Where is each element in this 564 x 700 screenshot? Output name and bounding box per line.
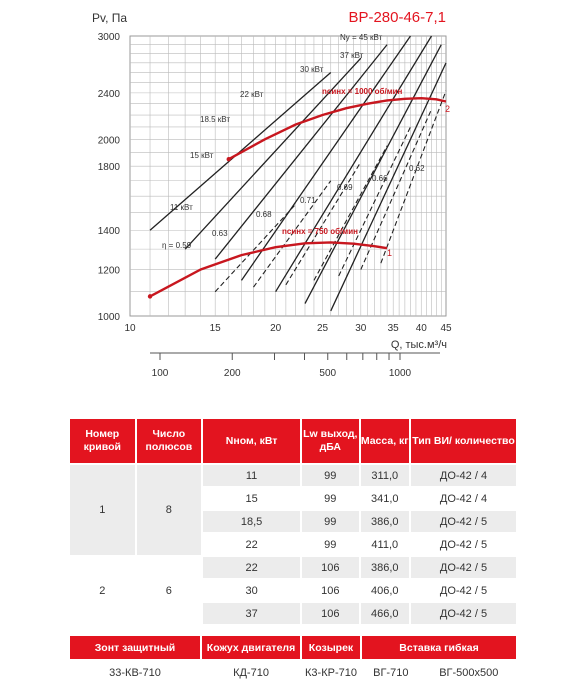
efficiency-label: 0.66 [372, 174, 388, 183]
x-tick-label: 15 [209, 323, 221, 334]
chart-title: ВР-280-46-7,1 [348, 9, 446, 26]
th-vi: Тип ВИ/ количество [411, 419, 516, 463]
lw-cell: 106 [302, 580, 359, 601]
y-tick-label: 1200 [97, 265, 120, 277]
curve-start-point [227, 157, 231, 161]
power-label: 22 кВт [240, 90, 264, 99]
umbrella-value: 33-КВ-710 [109, 667, 161, 679]
power-cell: 22 [203, 534, 300, 555]
accessories-values-row [70, 661, 516, 685]
table-row [70, 557, 516, 578]
efficiency-label: 0.63 [212, 229, 228, 238]
mass-cell: 411,0 [361, 534, 409, 555]
y-tick-label: 2400 [97, 88, 120, 100]
th-power: Nном, кВт [203, 419, 300, 463]
x-tick-label: 20 [270, 323, 282, 334]
lw-cell: 99 [302, 488, 359, 509]
accessories-table [68, 634, 518, 687]
flex-insert-value-2: ВГ-500х500 [439, 667, 499, 679]
y-tick-label: 2000 [97, 135, 120, 147]
motor-cover-value: КД-710 [233, 667, 269, 679]
vi-cell: ДО-42 / 5 [411, 580, 516, 601]
rpm-tick-label: 100 [151, 368, 169, 379]
efficiency-label: 0.69 [337, 183, 353, 192]
curve-cell: 1 [70, 465, 135, 555]
power-cell: 11 [203, 465, 300, 486]
power-cell: 22 [203, 557, 300, 578]
th-motor-cover: Кожух двигателя [202, 636, 300, 659]
curve-number: 2 [445, 104, 451, 114]
vi-cell: ДО-42 / 5 [411, 534, 516, 555]
x-tick-label: 30 [355, 323, 367, 334]
vi-cell: ДО-42 / 5 [411, 603, 516, 624]
power-cell: 15 [203, 488, 300, 509]
x-axis-label: Q, тыс.м³/ч [390, 339, 447, 351]
accessories-header-row [70, 636, 516, 659]
curve-cell: 2 [70, 557, 135, 624]
th-curve: Номер кривой [70, 419, 135, 463]
rpm-tick-label: 200 [223, 368, 241, 379]
mass-cell: 341,0 [361, 488, 409, 509]
efficiency-label: 0.62 [409, 164, 425, 173]
power-label: 37 кВт [340, 51, 364, 60]
table-row [70, 465, 516, 486]
vi-cell: ДО-42 / 5 [411, 511, 516, 532]
mass-cell: 466,0 [361, 603, 409, 624]
x-tick-label: 45 [440, 323, 452, 334]
th-mass: Масса, кг [361, 419, 409, 463]
power-cell: 30 [203, 580, 300, 601]
mass-cell: 386,0 [361, 557, 409, 578]
y-tick-label: 1800 [97, 162, 120, 174]
x-tick-label: 10 [124, 323, 136, 334]
lw-cell: 106 [302, 603, 359, 624]
lw-cell: 99 [302, 534, 359, 555]
mass-cell: 406,0 [361, 580, 409, 601]
lw-cell: 106 [302, 557, 359, 578]
table-header-row [70, 419, 516, 463]
vi-cell: ДО-42 / 4 [411, 488, 516, 509]
visor-value: К3-КР-710 [305, 667, 357, 679]
speed-label: nсинх = 750 об/мин [282, 227, 358, 236]
power-label: 11 кВт [170, 203, 193, 212]
th-lw: Lw выход, дБА [302, 419, 359, 463]
power-cell: 18,5 [203, 511, 300, 532]
curve-number: 1 [387, 248, 393, 258]
poles-cell: 8 [137, 465, 202, 555]
y-tick-label: 3000 [97, 32, 120, 43]
curve-start-point [148, 294, 152, 298]
rpm-tick-label: 1000 [388, 368, 412, 379]
power-label: 15 кВт [190, 151, 214, 160]
x-tick-label: 35 [387, 323, 399, 334]
th-flex-insert: Вставка гибкая [362, 636, 516, 659]
mass-cell: 386,0 [361, 511, 409, 532]
power-label: 18.5 кВт [200, 115, 231, 124]
mass-cell: 311,0 [361, 465, 409, 486]
th-umbrella: Зонт защитный [70, 636, 200, 659]
efficiency-label: 0.68 [256, 210, 272, 219]
vi-cell: ДО-42 / 4 [411, 465, 516, 486]
speed-label: nсинх = 1000 об/мин [322, 87, 403, 96]
power-cell: 37 [203, 603, 300, 624]
efficiency-line [286, 162, 361, 285]
efficiency-label: 0.71 [300, 196, 316, 205]
th-poles: Число полюсов [137, 419, 202, 463]
flex-insert-value-1: ВГ-710 [373, 667, 409, 679]
y-axis-label: Pv, Па [92, 11, 128, 25]
plot-frame [130, 36, 446, 316]
y-tick-label: 1000 [97, 312, 120, 323]
lw-cell: 99 [302, 511, 359, 532]
specs-table [68, 417, 518, 626]
power-label: Ny = 45 кВт [340, 33, 383, 42]
lw-cell: 99 [302, 465, 359, 486]
efficiency-label: η = 0.59 [162, 241, 192, 250]
th-visor: Козырек [302, 636, 360, 659]
power-label: 30 кВт [300, 65, 324, 74]
rpm-tick-label: 500 [319, 368, 337, 379]
x-tick-label: 40 [415, 323, 427, 334]
vi-cell: ДО-42 / 5 [411, 557, 516, 578]
poles-cell: 6 [137, 557, 202, 624]
y-tick-label: 1400 [97, 226, 120, 238]
x-tick-label: 25 [316, 323, 329, 334]
